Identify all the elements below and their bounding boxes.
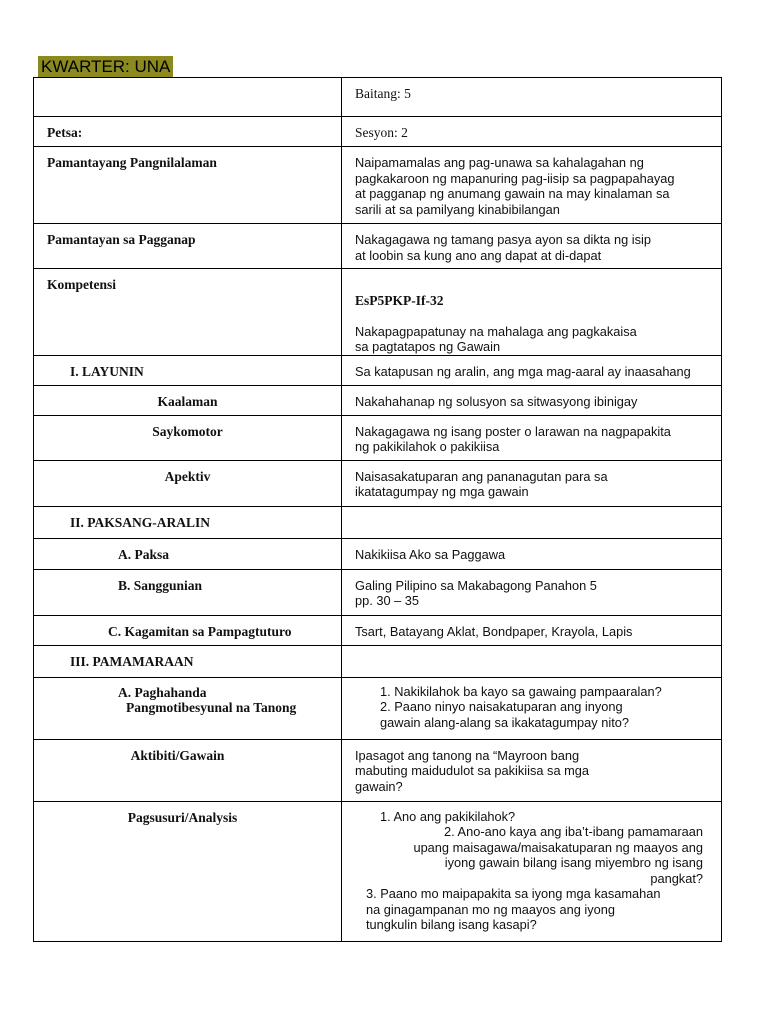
activity-value: Ipasagot ang tanong na “Mayroon bang mabuting maidudulot sa pakikiisa sa mga gawain? xyxy=(355,747,590,794)
psychomotor-value: Nakagagawa ng isang poster o larawan na nagpapakita ng pakikilahok o pakikiisa xyxy=(355,423,671,454)
analysis-label: Pagsusuri/Analysis xyxy=(127,809,238,825)
materials-label: C. Kagamitan sa Pampagtuturo xyxy=(108,623,292,639)
topic-value: Nakikiisa Ako sa Paggawa xyxy=(355,546,506,562)
activity-label: Aktibiti/Gawain xyxy=(130,747,225,763)
table-row xyxy=(34,460,722,506)
blank-cell xyxy=(34,78,342,117)
affective-label: Apektiv xyxy=(164,468,211,484)
blank-cell xyxy=(342,645,722,677)
table-row xyxy=(34,269,722,356)
table-row xyxy=(34,739,722,801)
content-standard-value: Naipamamalas ang pag-unawa sa kahalagahan ng pagkakaroon ng mapanuring pag-iisip sa pagpapahayag at pagganap ng anumang gawain na may kinalaman sa sarili at sa pamilyang kinabibilangan xyxy=(355,155,675,217)
table-row xyxy=(34,415,722,460)
performance-standard-value: Nakagagawa ng tamang pasya ayon sa dikta ng isip at loobin sa kung ano ang dapat at di-dapat xyxy=(355,232,651,263)
performance-standard-label: Pamantayan sa Pagganap xyxy=(47,232,196,247)
list-item: 1. Ano ang pakikilahok? xyxy=(380,808,516,824)
table-row xyxy=(34,78,722,117)
psychomotor-label: Saykomotor xyxy=(152,423,223,439)
list-item: 1. Nakikilahok ba kayo sa gawaing pampaaralan? xyxy=(380,683,662,699)
table-row xyxy=(34,645,722,677)
motivation-question-label: Pangmotibesyunal na Tanong xyxy=(126,700,297,715)
session-value: Sesyon: 2 xyxy=(355,125,408,140)
objectives-value: Sa katapusan ng aralin, ang mga mag-aaral ay inaasahang xyxy=(355,363,691,379)
reference-label: B. Sanggunian xyxy=(118,577,203,593)
table-row xyxy=(34,569,722,615)
topic-label: A. Paksa xyxy=(118,546,170,562)
table-row xyxy=(34,385,722,415)
table-row xyxy=(34,224,722,269)
objectives-label: I. LAYUNIN xyxy=(70,363,144,379)
blank-cell xyxy=(342,506,722,538)
analysis-questions xyxy=(342,802,721,933)
reference-value: Galing Pilipino sa Makabagong Panahon 5 pp. 30 – 35 xyxy=(355,577,597,608)
table-row xyxy=(34,801,722,941)
content-standard-label: Pamantayang Pangnilalaman xyxy=(47,155,217,170)
procedure-label: III. PAMAMARAAN xyxy=(70,653,194,669)
preparation-label: A. Paghahanda xyxy=(118,684,207,700)
subject-matter-label: II. PAKSANG-ARALIN xyxy=(70,514,211,530)
date-label: Petsa: xyxy=(47,125,83,140)
competency-value: Nakapagpapatunay na mahalaga ang pagkakaisa sa pagtatapos ng Gawain xyxy=(355,323,637,354)
lesson-plan-table xyxy=(33,77,722,942)
table-row xyxy=(34,506,722,538)
knowledge-value: Nakahahanap ng solusyon sa sitwasyong ibinigay xyxy=(355,393,638,409)
materials-value: Tsart, Batayang Aklat, Bondpaper, Krayola, Lapis xyxy=(355,623,633,639)
table-row xyxy=(34,677,722,739)
competency-code: EsP5PKP-If-32 xyxy=(355,292,444,308)
competency-label: Kompetensi xyxy=(47,277,116,292)
table-row xyxy=(34,615,722,645)
affective-value: Naisasakatuparan ang pananagutan para sa ikatatagumpay ng mga gawain xyxy=(355,468,608,499)
table-row xyxy=(34,538,722,569)
table-row xyxy=(34,117,722,147)
list-item: 3. Paano mo maipapakita sa iyong mga kasamahan na ginagampanan mo ng maayos ang iyong tungkulin bilang isang kasapi? xyxy=(366,886,661,932)
grade-value: Baitang: 5 xyxy=(355,86,411,101)
quarter-label: KWARTER: UNA xyxy=(38,56,173,77)
motivation-questions xyxy=(342,678,721,731)
table-row xyxy=(34,147,722,224)
knowledge-label: Kaalaman xyxy=(157,393,218,409)
table-row xyxy=(34,355,722,385)
list-item: 2. Ano-ano kaya ang iba’t-ibang pamamaraan upang maisagawa/maisakatuparan ng maayos ang iyong gawain bilang isang miyembro ng isang pangkat? xyxy=(413,824,703,886)
list-item: 2. Paano ninyo naisakatuparan ang inyong gawain alang-alang sa ikakatagumpay nito? xyxy=(380,699,629,730)
